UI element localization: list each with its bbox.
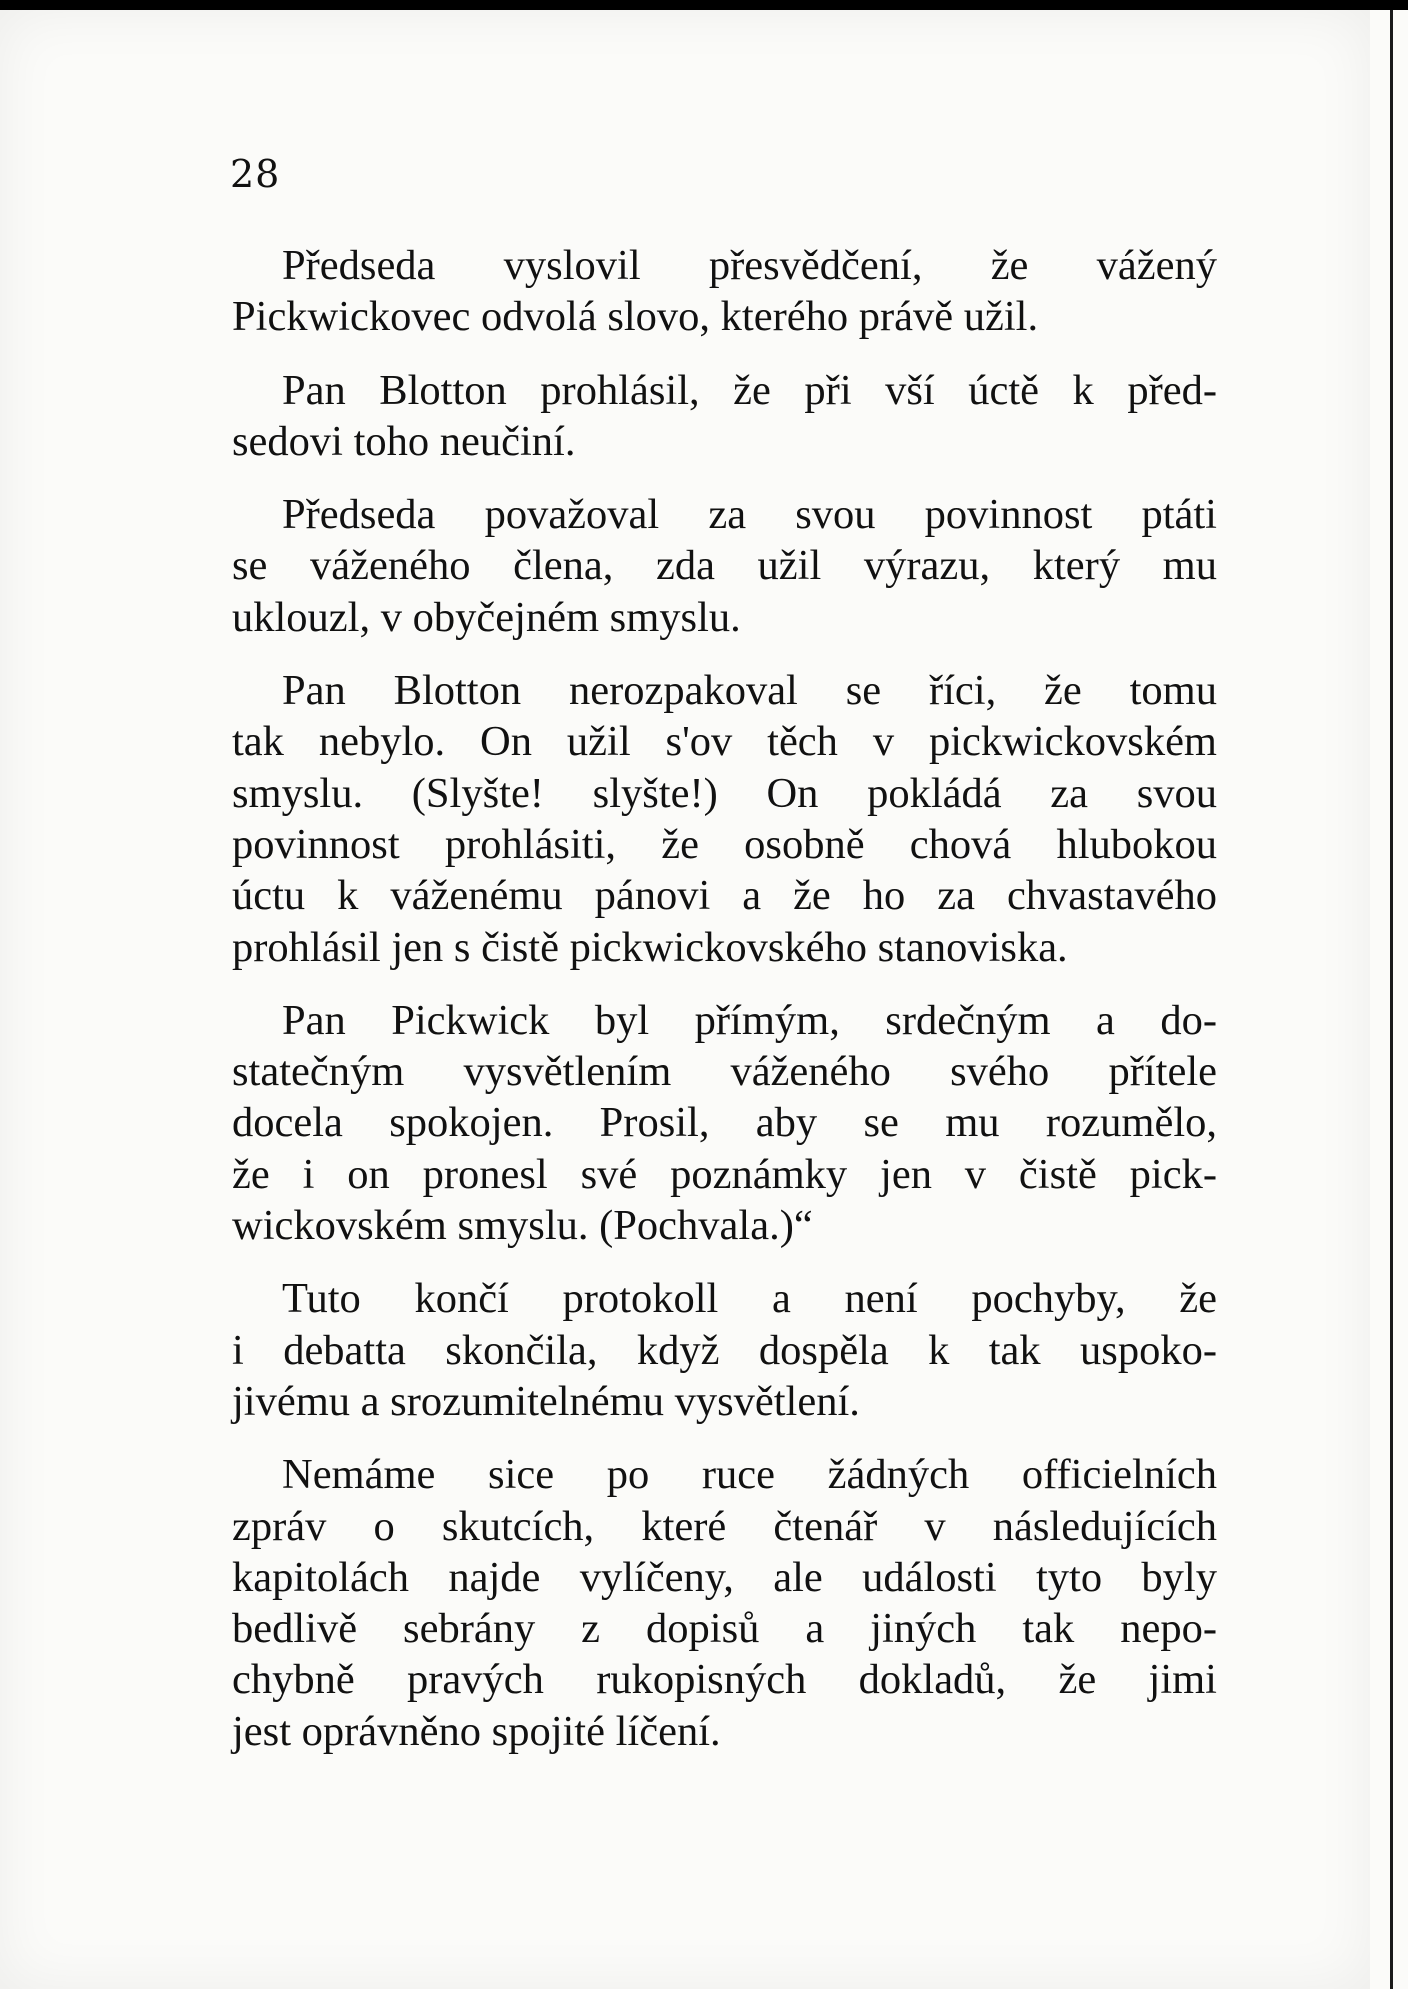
paragraph xyxy=(232,365,1217,468)
book-page xyxy=(0,10,1370,1989)
text-line: Předseda vyslovil přesvědčení, že vážený xyxy=(282,242,1217,289)
paragraph xyxy=(232,1449,1217,1757)
text-line: smyslu. (Slyšte! slyšte!) On pokládá za svou xyxy=(232,769,1217,817)
text-line: tak nebylo. On užil s'ov těch v pickwickovském xyxy=(232,718,1217,766)
paragraph xyxy=(232,995,1217,1251)
text-line: úctu k váženému pánovi a že ho za chvastavého xyxy=(232,872,1217,920)
text-line: Nemáme sice po ruce žádných officielních xyxy=(282,1451,1217,1499)
text-line: sedovi toho neučiní. xyxy=(232,417,576,465)
text-line: Pan Blotton prohlásil, že při vší úctě k před- xyxy=(282,366,1217,414)
text-line: se váženého člena, zda užil výrazu, který mu xyxy=(232,542,1217,590)
text-line: Tuto končí protokoll a není pochyby, že xyxy=(282,1275,1217,1323)
text-line: bedlivě sebrány z dopisů a jiných tak nepo- xyxy=(232,1605,1217,1653)
text-line: povinnost prohlásiti, že osobně chová hlubokou xyxy=(232,820,1217,868)
text-line: i debatta skončila, když dospěla k tak uspoko- xyxy=(232,1326,1217,1374)
text-line: jest oprávněno spojité líčení. xyxy=(232,1707,721,1755)
text-line: wickovském smyslu. (Pochvala.)“ xyxy=(232,1202,813,1250)
text-line: že i on pronesl své poznámky jen v čistě pick- xyxy=(232,1150,1217,1198)
text-line: jivému a srozumitelnému vysvětlení. xyxy=(232,1377,860,1425)
text-line: chybně pravých rukopisných dokladů, že jimi xyxy=(232,1656,1217,1704)
paragraph xyxy=(232,665,1217,973)
page-edge xyxy=(1370,10,1408,1989)
text-line: kapitolách najde vylíčeny, ale události tyto byly xyxy=(232,1553,1217,1601)
text-line: Pan Blotton nerozpakoval se říci, že tomu xyxy=(282,667,1217,715)
text-line: docela spokojen. Prosil, aby se mu rozumělo, xyxy=(232,1099,1217,1147)
text-line: zpráv o skutcích, které čtenář v následujících xyxy=(232,1502,1217,1550)
page-number: 28 xyxy=(230,152,281,196)
paragraph xyxy=(232,1273,1217,1427)
text-line: uklouzl, v obyčejném smyslu. xyxy=(232,593,741,641)
text-line: Pan Pickwick byl přímým, srdečným a do- xyxy=(282,996,1217,1044)
binding-edge-line xyxy=(1390,10,1393,1989)
text-line: statečným vysvětlením váženého svého přítele xyxy=(232,1048,1217,1096)
paragraph xyxy=(232,240,1217,343)
text-line: prohlásil jen s čistě pickwickovského stanoviska. xyxy=(232,923,1068,971)
text-line: Předseda považoval za svou povinnost ptáti xyxy=(282,491,1217,539)
text-line: Pickwickovec odvolá slovo, kterého právě užil. xyxy=(232,293,1039,341)
body-text xyxy=(232,240,1217,1779)
paragraph xyxy=(232,489,1217,643)
